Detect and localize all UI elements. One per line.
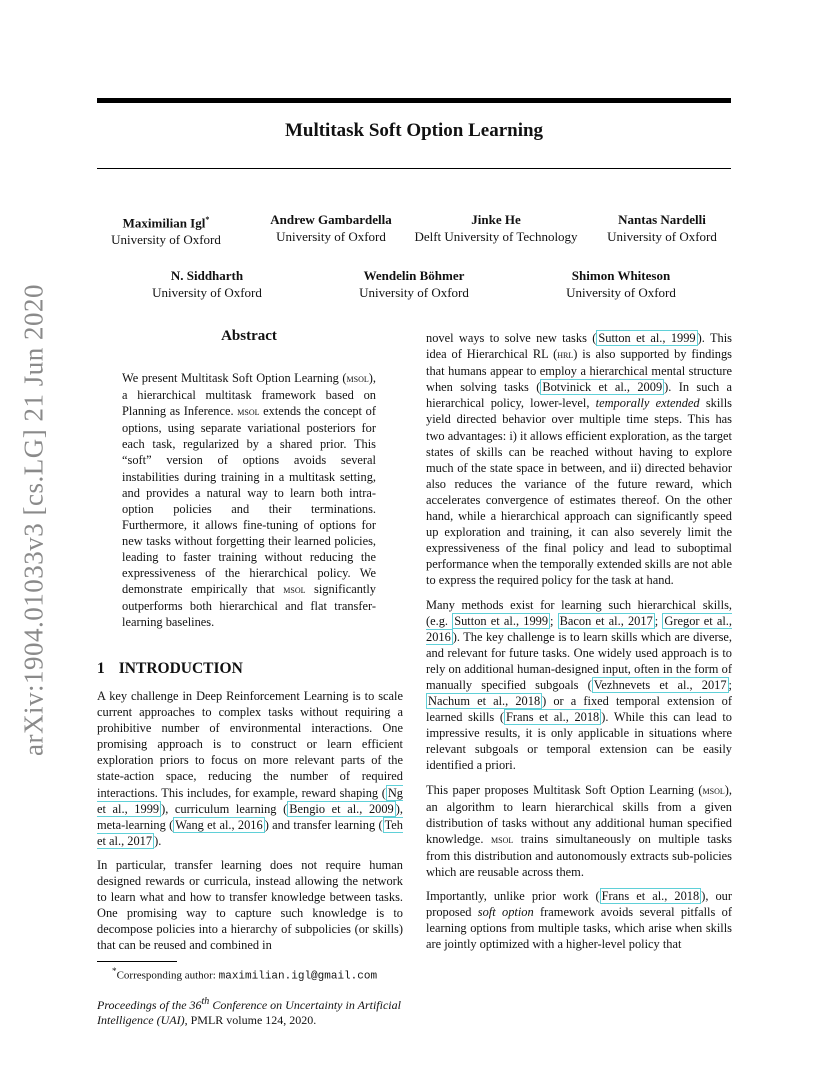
paragraph: Many methods exist for learning such hierarchical skills, (e.g. Sutton et al., 1999 ; Bacon et al., 2017 ; Gregor et al., 2016 ). The key challenge is to learn skills which are diverse, and relevant for future tasks. One widely used approach is to rely on additional human-designed input, often in the form of manually specified subgoals ( Vezhnevets et al., 2017 ; Nachum et al., 2018 ) or a fixed temporal extension of learned skills ( Frans et al., 2018 ). While this can lead to impressive results, it is only applicable in situations where relevant subgoals or temporal extension can be easily identified a priori. <box>426 597 732 773</box>
author-name: Wendelin Böhmer <box>363 268 465 283</box>
citation-link[interactable]: Frans et al., 2018 <box>506 710 600 725</box>
citation-link[interactable]: Wang et al., 2016 <box>175 817 263 832</box>
introduction-right-column <box>426 330 732 952</box>
footnote <box>112 964 377 984</box>
msol-acronym: msol <box>237 406 260 419</box>
footnote-mark: * <box>112 966 117 976</box>
msol-acronym: msol <box>346 373 369 385</box>
hrl-acronym: hrl <box>557 349 574 362</box>
author-block <box>414 211 577 245</box>
author-affiliation: University of Oxford <box>276 229 386 244</box>
author-block <box>152 267 262 301</box>
author-affiliation: Delft University of Technology <box>414 229 578 244</box>
section-title: INTRODUCTION <box>118 660 243 677</box>
citation-link[interactable]: Bacon et al., 2017 <box>559 613 653 628</box>
msol-acronym: msol <box>491 833 514 846</box>
paragraph: Importantly, unlike prior work ( Frans et al., 2018 ), our proposed soft option framework avoids several pitfalls of learning options from multiple tasks, which arise when skills are jointly optimized with a higher-level policy that <box>426 889 732 952</box>
abstract-text: We present Multitask Soft Option Learning (msol), a hierarchical multitask framework based on Planning as Inference. msol extends the concept of options, using separate variational posteriors for each task, regularized by a shared prior. This “soft” version of options avoids several instabilities during training in a multitask setting, and provides a natural way to learn both intra-option policies and their terminations. Furthermore, it allows fine-tuning of options for new tasks without forgetting their learned policies, leading to faster training without reducing the expressiveness of the hierarchical policy. We demonstrate empirically that msol significantly outperforms both hierarchical and flat transfer-learning baselines. <box>122 371 376 630</box>
footnote-email: maximilian.igl@gmail.com <box>218 970 378 983</box>
proceedings-note: Proceedings of the 36th Conference on Uncertainty in Artificial Intelligence (UAI), PMLR volume 124, 2020. <box>97 996 401 1027</box>
citation-link[interactable]: Ng et al., 1999 <box>97 785 403 816</box>
introduction-left-column <box>97 688 403 954</box>
arxiv-sidebar <box>0 0 60 1072</box>
title-rule-bottom <box>97 168 731 169</box>
author-affiliation: University of Oxford <box>359 285 469 300</box>
author-affiliation: University of Oxford <box>566 285 676 300</box>
title-rule-top <box>97 98 731 103</box>
citation-link[interactable]: Gregor et al., 2016 <box>426 613 732 644</box>
citation-link[interactable]: Sutton et al., 1999 <box>598 331 696 345</box>
footnote-rule <box>97 961 177 962</box>
author-affiliation: University of Oxford <box>111 232 221 248</box>
author-block <box>359 267 469 301</box>
author-name: N. Siddharth <box>170 268 244 283</box>
author-name: Andrew Gambardella <box>270 212 392 227</box>
paragraph: novel ways to solve new tasks ( Sutton et al., 1999 ). This idea of Hierarchical RL (hrl) is also supported by findings that humans appear to employ a hierarchical mental structure when solving tasks ( Botvinick et al., 2009 ). In such a hierarchical policy, lower-level, temporally extended skills yield directed behavior over multiple time steps. This has two advantages: i) it allows efficient exploration, as the target states of skills can be reached without having to explore much of the state space in between, and ii) directed behavior also reduces the variance of the future reward, which accelerates convergence of estimates thereof. On the other hand, while a hierarchical approach can significantly speed up exploration and training, it can also severely limit the expressiveness of the final policy and lead to suboptimal performance when the temporally extended skills are not able to express the required policy for the task at hand. <box>426 331 732 588</box>
msol-acronym: msol <box>283 584 306 597</box>
citation-link[interactable]: Bengio et al., 2009 <box>289 801 394 816</box>
author-block <box>270 211 391 245</box>
citation-link[interactable]: Vezhnevets et al., 2017 <box>593 677 727 692</box>
citation-link[interactable]: Teh et al., 2017 <box>97 817 403 848</box>
emphasis: temporally extended <box>595 396 700 411</box>
author-name: Jinke He <box>471 212 521 227</box>
abstract-heading: Abstract <box>221 328 277 344</box>
author-block <box>111 211 221 248</box>
emphasis: soft option <box>477 905 534 920</box>
citation-link[interactable]: Nachum et al., 2018 <box>428 694 541 709</box>
msol-acronym: msol <box>702 784 725 797</box>
author-block <box>607 211 717 245</box>
citation-link[interactable]: Sutton et al., 1999 <box>454 613 549 628</box>
paragraph: This paper proposes Multitask Soft Option Learning (msol), an algorithm to learn hierarchical skills from a given distribution of tasks without any additional human specified knowledge. msol trains simultaneously on multiple tasks from this distribution and autonomously extracts sub-policies which are reusable across them. <box>426 782 733 879</box>
citation-link[interactable]: Botvinick et al., 2009 <box>542 380 663 395</box>
citation-link[interactable]: Frans et al., 2018 <box>601 889 700 904</box>
author-name: Nantas Nardelli <box>618 212 706 227</box>
footnote-label: Corresponding author: <box>116 969 219 982</box>
paper-title: Multitask Soft Option Learning <box>284 120 544 141</box>
author-affiliation: University of Oxford <box>152 285 262 300</box>
author-block <box>566 267 676 301</box>
author-name: Maximilian Igl <box>122 215 206 231</box>
author-name: Shimon Whiteson <box>571 268 671 283</box>
arxiv-identifier: arXiv:1904.01033v3 [cs.LG] 21 Jun 2020 <box>18 284 49 756</box>
paragraph: A key challenge in Deep Reinforcement Learning is to scale current approaches to complex tasks without requiring a prohibitive number of environmental interactions. One promising approach is to construct or learn efficient exploration priors to focus on more relevant parts of the state-action space, reducing the number of required interactions. This includes, for example, reward shaping ( Ng et al., 1999 ), curriculum learning ( Bengio et al., 2009 ), meta-learning ( Wang et al., 2016 ) and transfer learning ( Teh et al., 2017 ). <box>97 689 403 848</box>
author-mark: * <box>205 215 210 224</box>
section-number: 1 <box>97 660 105 677</box>
paragraph: In particular, transfer learning does not require human designed rewards or curricula, instead allowing the network to learn what and how to transfer knowledge between tasks. One promising way to capture such knowledge is to decompose policies into a hierarchy of subpolicies (or skills) that can be reused and combined in <box>97 857 403 953</box>
author-affiliation: University of Oxford <box>607 229 717 244</box>
section-heading <box>97 660 243 678</box>
